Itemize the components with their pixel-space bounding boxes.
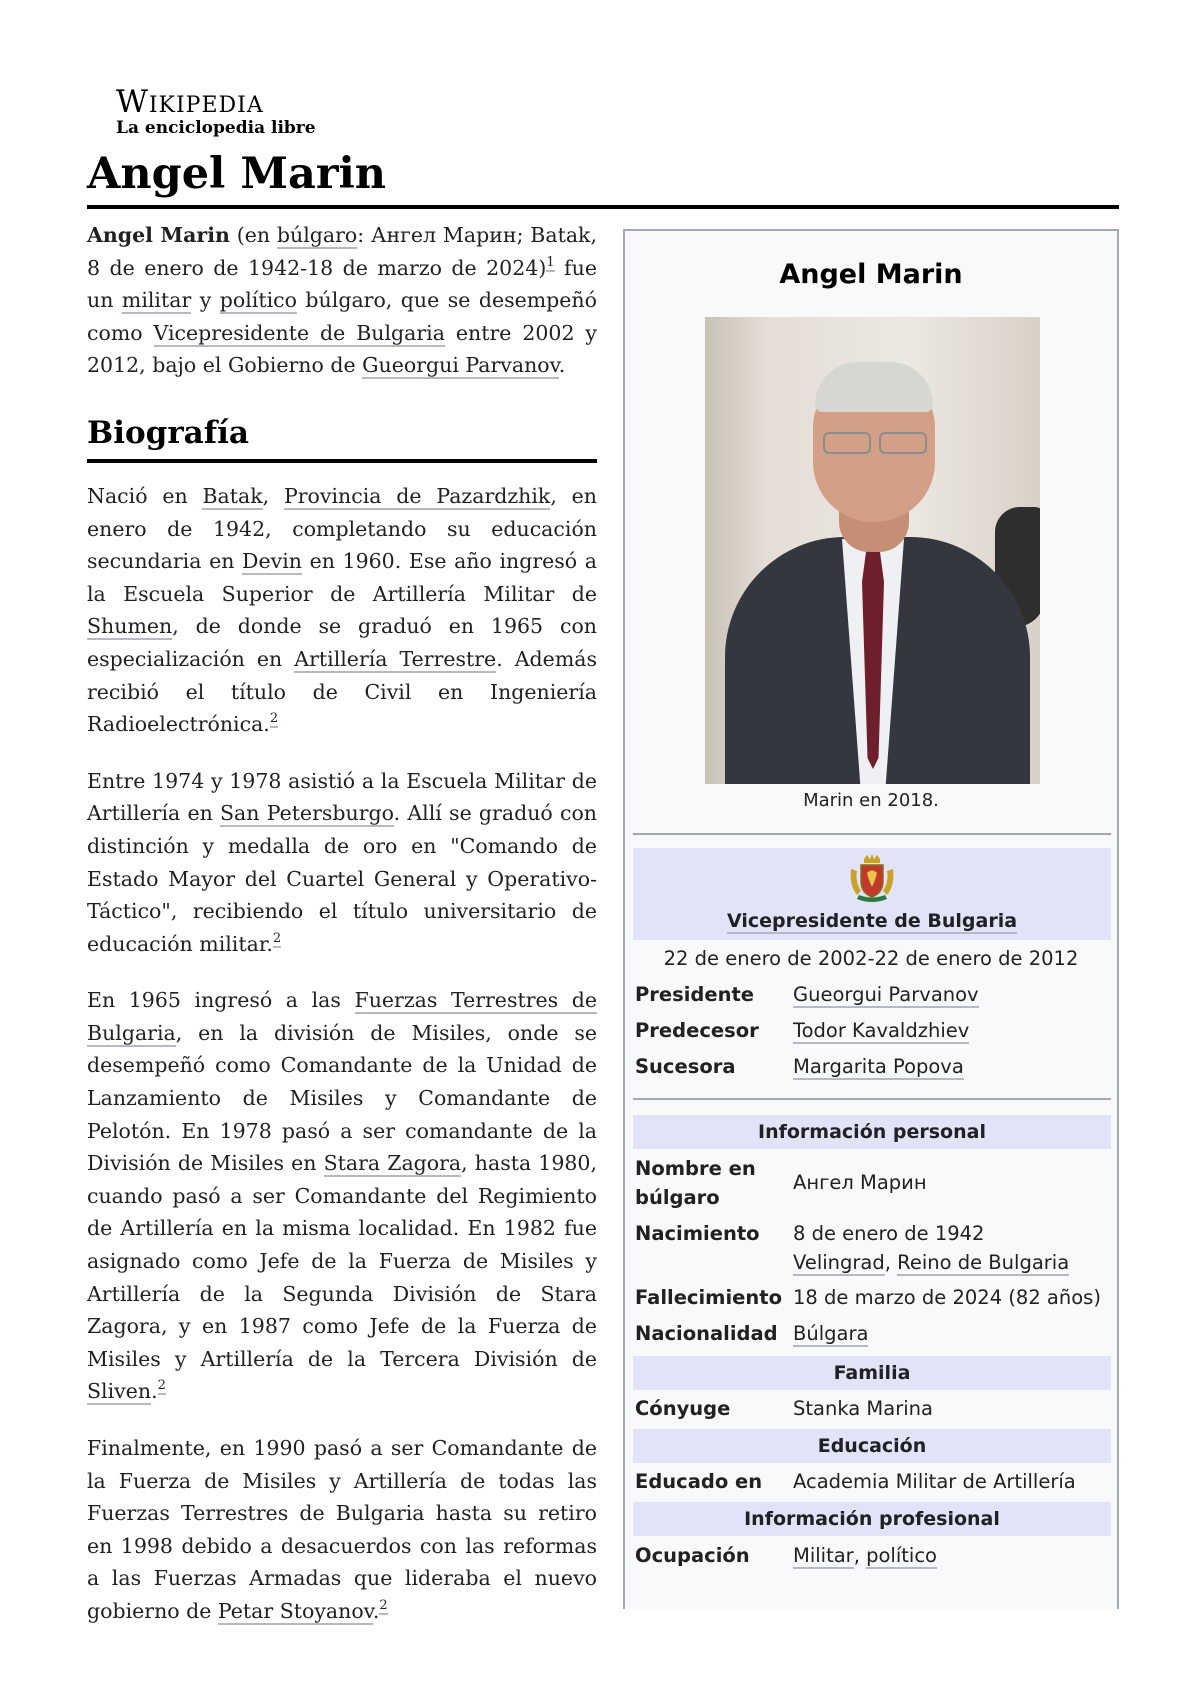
- infobox-divider: [633, 833, 1111, 835]
- link-militar-ocupacion[interactable]: Militar: [793, 1544, 854, 1567]
- link-shumen[interactable]: Shumen: [87, 614, 173, 639]
- text: En 1965 ingresó a las: [87, 988, 355, 1013]
- link-militar[interactable]: militar: [121, 288, 192, 313]
- page-title: Angel Marin: [87, 149, 387, 199]
- photo-caption: Marin en 2018.: [803, 790, 939, 811]
- section-header-personal: Información personal: [633, 1115, 1111, 1149]
- value-educado-en: Academia Militar de Artillería: [793, 1470, 1076, 1493]
- text: .: [558, 353, 566, 378]
- reference-1[interactable]: 1: [546, 254, 555, 270]
- text: .: [372, 1598, 380, 1623]
- text: búlgaro, que se desempeñó como: [87, 288, 597, 345]
- reference-2[interactable]: 2: [157, 1378, 166, 1394]
- bio-paragraph-1: [87, 480, 597, 741]
- photo-hair: [815, 362, 933, 412]
- link-gueorgui-parvanov[interactable]: Gueorgui Parvanov: [793, 983, 979, 1006]
- link-petar-stoyanov[interactable]: Petar Stoyanov: [217, 1598, 373, 1623]
- link-parvanov[interactable]: Gueorgui Parvanov: [362, 353, 559, 378]
- link-stara-zagora[interactable]: Stara Zagora: [323, 1151, 462, 1176]
- link-batak[interactable]: Batak: [202, 483, 263, 508]
- link-fuerzas-terrestres[interactable]: Fuerzas Terrestres de Bulgaria: [87, 988, 597, 1045]
- label-ocupacion: Ocupación: [635, 1544, 750, 1567]
- value-nombre-bulgaro: Ангел Марин: [793, 1171, 927, 1194]
- text: entre 2002 y 2012, bajo el Gobierno de: [87, 320, 598, 378]
- text: . Allí se graduó con distinción y medalla de oro en "Comando de Estado Mayor del Cuartel General y Operativo-Táctico", recibiendo el título universitario de educación militar.: [87, 801, 597, 956]
- value-conyuge: Stanka Marina: [793, 1397, 933, 1420]
- text: (en: [229, 223, 277, 247]
- office-band: [633, 848, 1111, 940]
- title-divider: [87, 205, 1119, 209]
- separator: ,: [853, 1544, 867, 1567]
- link-politico-ocupacion[interactable]: político: [866, 1544, 937, 1567]
- link-politico[interactable]: político: [219, 288, 297, 313]
- wikipedia-logo[interactable]: [116, 86, 316, 138]
- label-nombre-bulgaro: Nombre en búlgaro: [635, 1157, 756, 1209]
- label-nacimiento: Nacimiento: [635, 1222, 760, 1245]
- portrait-photo[interactable]: [705, 317, 1040, 784]
- link-san-petersburgo[interactable]: San Petersburgo: [220, 801, 394, 826]
- separator: ,: [884, 1251, 898, 1274]
- label-nacionalidad: Nacionalidad: [635, 1322, 778, 1345]
- link-reino-de-bulgaria[interactable]: Reino de Bulgaria: [897, 1251, 1070, 1274]
- section-heading-biografia: Biografía: [87, 414, 249, 451]
- link-artilleria-terrestre[interactable]: Artillería Terrestre: [294, 646, 497, 671]
- text: y: [191, 288, 220, 313]
- text: , de donde se graduó en 1965 con especialización en: [87, 614, 597, 671]
- intro-subject: Angel Marin: [87, 223, 230, 247]
- label-conyuge: Cónyuge: [635, 1397, 731, 1420]
- infobox: [623, 229, 1119, 1609]
- text: Finalmente, en 1990 pasó a ser Comandante de la Fuerza de Misiles y Artillería de todas las Fuerzas Terrestres de Bulgaria hasta su retiro en 1998 debido a desacuerdos con las reformas a las Fuerzas Armadas que lideraba el nuevo gobierno de: [87, 1436, 597, 1623]
- section-header-profesional: Información profesional: [633, 1502, 1111, 1536]
- reference-2[interactable]: 2: [269, 711, 279, 727]
- text: , hasta 1980, cuando pasó a ser Comandante del Regimiento de Artillería en la misma localidad. En 1982 fue asignado como Jefe de la Fuerza de Misiles y Artillería de la Segunda División de Stara Zagora, y en 1987 como Jefe de la Fuerza de Misiles y Artillería de la Tercera División de: [87, 1151, 597, 1371]
- text: : Ангел Марин; Batak, 8 de enero de 1942-18 de marzo de 2024): [87, 223, 597, 280]
- link-pazardzhik[interactable]: Provincia de Pazardzhik: [283, 483, 551, 508]
- intro-paragraph: [87, 219, 597, 382]
- link-bulgaro[interactable]: búlgaro: [276, 223, 358, 247]
- text: Nació en: [87, 483, 203, 508]
- logo-wordmark: Wikipedia: [116, 84, 264, 120]
- link-bulgara[interactable]: Búlgara: [793, 1322, 869, 1345]
- text: , en la división de Misiles, onde se desempeñó como Comandante de la Unidad de Lanzamiento de Misiles y Comandante de Pelotón. En 1978 pasó a ser comandante de la División de Misiles en: [87, 1020, 597, 1176]
- article-body: [87, 219, 597, 1628]
- photo-glasses: [823, 432, 927, 450]
- office-link-vicepresidente[interactable]: Vicepresidente de Bulgaria: [726, 910, 1018, 932]
- link-sliven[interactable]: Sliven: [87, 1379, 152, 1404]
- logo-tagline: La enciclopedia libre: [116, 118, 316, 138]
- text: Entre 1974 y 1978 asistió a la Escuela Militar de Artillería en: [87, 768, 597, 826]
- label-fallecimiento: Fallecimiento: [635, 1286, 783, 1309]
- infobox-title: Angel Marin: [779, 259, 963, 290]
- label-predecesor: Predecesor: [635, 1019, 759, 1042]
- value-nacimiento-date: 8 de enero de 1942: [793, 1222, 985, 1245]
- link-devin[interactable]: Devin: [242, 549, 302, 574]
- bio-paragraph-4: [87, 1432, 597, 1628]
- text: , en enero de 1942, completando su educación secundaria en: [87, 483, 597, 574]
- text: en 1960. Ese año ingresó a la Escuela Superior de Artillería Militar de: [87, 549, 597, 606]
- text: fue un: [87, 255, 597, 313]
- link-margarita-popova[interactable]: Margarita Popova: [793, 1055, 964, 1078]
- link-todor-kavaldzhiev[interactable]: Todor Kavaldzhiev: [793, 1019, 970, 1042]
- reference-2[interactable]: 2: [379, 1597, 388, 1613]
- value-fallecimiento: 18 de marzo de 2024 (82 años): [793, 1286, 1101, 1309]
- label-educado-en: Educado en: [635, 1470, 763, 1493]
- link-vicepresidente[interactable]: Vicepresidente de Bulgaria: [153, 320, 445, 345]
- bio-paragraph-3: [87, 984, 597, 1408]
- bio-paragraph-2: [87, 765, 597, 961]
- text: . Además recibió el título de Civil en Ingeniería Radioelectrónica.: [87, 646, 597, 737]
- text: .: [151, 1379, 158, 1404]
- reference-2[interactable]: 2: [272, 930, 282, 946]
- bulgaria-coat-of-arms-icon: [845, 851, 899, 905]
- section-divider: [87, 459, 597, 463]
- office-term: 22 de enero de 2002-22 de enero de 2012: [663, 947, 1079, 970]
- section-header-educacion: Educación: [633, 1429, 1111, 1463]
- text: ,: [262, 483, 284, 508]
- infobox-divider: [633, 1098, 1111, 1100]
- label-sucesora: Sucesora: [635, 1055, 736, 1078]
- link-velingrad[interactable]: Velingrad: [793, 1251, 885, 1274]
- section-header-familia: Familia: [633, 1356, 1111, 1390]
- label-presidente: Presidente: [635, 983, 755, 1006]
